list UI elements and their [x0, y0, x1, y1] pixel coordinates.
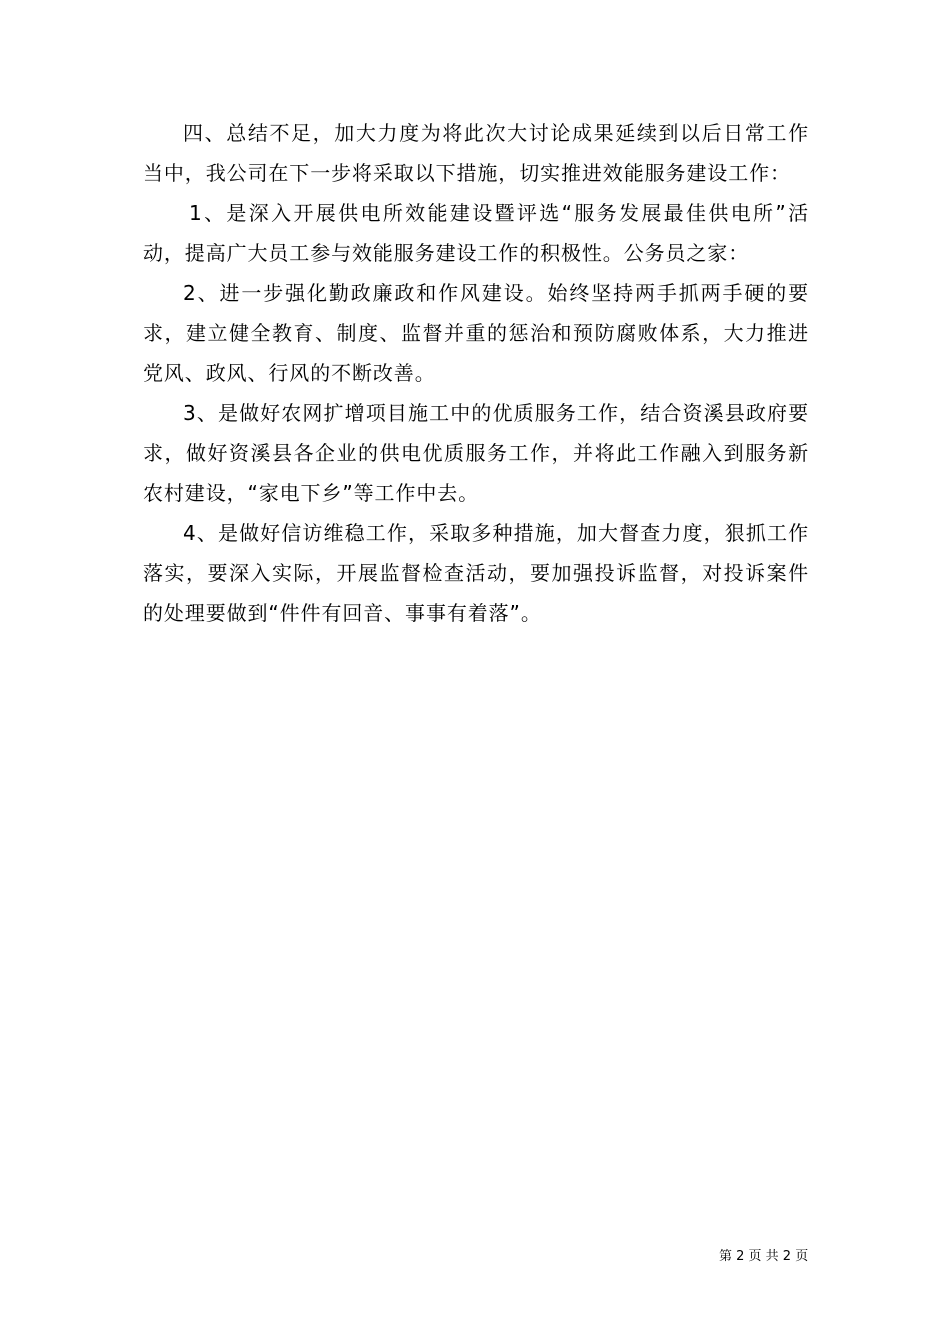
paragraph-measure-4: 4、是做好信访维稳工作，采取多种措施，加大督查力度，狠抓工作落实，要深入实际，开展监督检查活动，要加强投诉监督，对投诉案件的处理要做到“件件有回音、事事有着落”。 [143, 521, 809, 625]
paragraph-measure-1: 1、是深入开展供电所效能建设暨评选“服务发展最佳供电所”活动，提高广大员工参与效能服务建设工作的积极性。公务员之家： [143, 201, 809, 265]
page-number-footer: 第 2 页 共 2 页 [719, 1249, 809, 1264]
paragraph-measure-2: 2、进一步强化勤政廉政和作风建设。始终坚持两手抓两手硬的要求，建立健全教育、制度、监督并重的惩治和预防腐败体系，大力推进党风、政风、行风的不断改善。 [143, 281, 809, 385]
document-body [143, 113, 809, 633]
paragraph-measure-3: 3、是做好农网扩增项目施工中的优质服务工作，结合资溪县政府要求，做好资溪县各企业的供电优质服务工作，并将此工作融入到服务新农村建设，“家电下乡”等工作中去。 [143, 401, 809, 505]
paragraph-summary: 四、总结不足，加大力度为将此次大讨论成果延续到以后日常工作当中，我公司在下一步将采取以下措施，切实推进效能服务建设工作： [143, 121, 809, 185]
